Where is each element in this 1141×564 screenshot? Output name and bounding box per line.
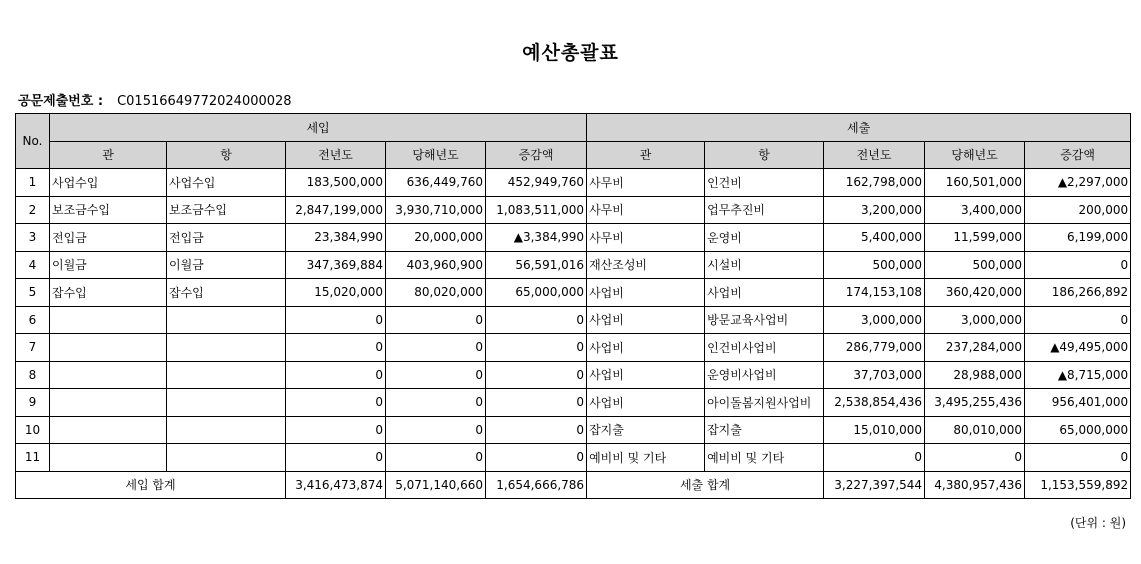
income-total-label: 세입 합계: [16, 471, 286, 499]
income-change-cell: 1,083,511,000: [486, 196, 587, 224]
income-change-cell: 452,949,760: [486, 169, 587, 197]
expense-change-cell: 0: [1025, 306, 1131, 334]
expense-prev-cell: 162,798,000: [824, 169, 925, 197]
header-row-top: [16, 114, 1131, 142]
expense-change-cell: 200,000: [1025, 196, 1131, 224]
expense-prev-cell: 500,000: [824, 251, 925, 279]
income-change-cell: 0: [486, 306, 587, 334]
income-hang-cell: 사업수입: [167, 169, 286, 197]
income-prev-cell: 0: [286, 444, 386, 472]
income-change-cell: 0: [486, 389, 587, 417]
income-change-cell: 56,591,016: [486, 251, 587, 279]
expense-gwan-cell: 재산조성비: [587, 251, 705, 279]
income-curr-cell: 0: [386, 416, 486, 444]
table-row: [16, 361, 1131, 389]
row-no: 9: [16, 389, 50, 417]
income-hang-cell: [167, 416, 286, 444]
table-row: [16, 196, 1131, 224]
expense-prev-cell: 5,400,000: [824, 224, 925, 252]
income-gwan-cell: 잡수입: [50, 279, 167, 307]
income-change-cell: 0: [486, 361, 587, 389]
expense-prev-cell: 3,000,000: [824, 306, 925, 334]
income-prev-cell: 0: [286, 416, 386, 444]
expense-hang-cell: 인건비: [705, 169, 824, 197]
income-gwan-cell: 전입금: [50, 224, 167, 252]
income-curr-cell: 403,960,900: [386, 251, 486, 279]
income-total-change: 1,654,666,786: [486, 471, 587, 499]
expense-change-cell: ▲49,495,000: [1025, 334, 1131, 362]
expense-gwan-cell: 예비비 및 기타: [587, 444, 705, 472]
expense-total-label: 세출 합계: [587, 471, 824, 499]
table-row: [16, 251, 1131, 279]
expense-curr-cell: 360,420,000: [925, 279, 1025, 307]
expense-curr-cell: 11,599,000: [925, 224, 1025, 252]
income-curr-cell: 3,930,710,000: [386, 196, 486, 224]
col-header-income: 세입: [50, 114, 587, 142]
expense-change-cell: 0: [1025, 251, 1131, 279]
income-hang-cell: [167, 389, 286, 417]
income-hang-cell: [167, 306, 286, 334]
col-header-expense-curr: 당해년도: [925, 141, 1025, 169]
expense-hang-cell: 사업비: [705, 279, 824, 307]
expense-hang-cell: 아이돌봄지원사업비: [705, 389, 824, 417]
row-no: 2: [16, 196, 50, 224]
income-gwan-cell: 이월금: [50, 251, 167, 279]
expense-change-cell: 0: [1025, 444, 1131, 472]
income-curr-cell: 0: [386, 361, 486, 389]
expense-gwan-cell: 사무비: [587, 196, 705, 224]
expense-hang-cell: 잡지출: [705, 416, 824, 444]
expense-curr-cell: 28,988,000: [925, 361, 1025, 389]
income-change-cell: 0: [486, 334, 587, 362]
income-total-curr: 5,071,140,660: [386, 471, 486, 499]
row-no: 8: [16, 361, 50, 389]
expense-hang-cell: 인건비사업비: [705, 334, 824, 362]
income-prev-cell: 15,020,000: [286, 279, 386, 307]
expense-prev-cell: 0: [824, 444, 925, 472]
unit-note: (단위 : 원): [1070, 516, 1126, 530]
expense-curr-cell: 3,495,255,436: [925, 389, 1025, 417]
table-row: [16, 334, 1131, 362]
table-row: [16, 224, 1131, 252]
income-curr-cell: 0: [386, 444, 486, 472]
table-row: [16, 306, 1131, 334]
income-curr-cell: 80,020,000: [386, 279, 486, 307]
expense-gwan-cell: 잡지출: [587, 416, 705, 444]
document-number: [18, 90, 292, 109]
income-prev-cell: 0: [286, 306, 386, 334]
col-header-income-curr: 당해년도: [386, 141, 486, 169]
expense-change-cell: ▲8,715,000: [1025, 361, 1131, 389]
expense-prev-cell: 37,703,000: [824, 361, 925, 389]
income-curr-cell: 0: [386, 334, 486, 362]
expense-hang-cell: 예비비 및 기타: [705, 444, 824, 472]
income-change-cell: 65,000,000: [486, 279, 587, 307]
row-no: 11: [16, 444, 50, 472]
expense-curr-cell: 3,000,000: [925, 306, 1025, 334]
income-gwan-cell: 보조금수입: [50, 196, 167, 224]
budget-summary-table: [15, 113, 1131, 499]
income-gwan-cell: [50, 416, 167, 444]
income-curr-cell: 0: [386, 306, 486, 334]
col-header-no: No.: [16, 114, 50, 169]
page-title: 예산총괄표: [522, 42, 619, 64]
row-no: 4: [16, 251, 50, 279]
col-header-expense-hang: 항: [705, 141, 824, 169]
income-change-cell: 0: [486, 416, 587, 444]
income-gwan-cell: [50, 361, 167, 389]
row-no: 10: [16, 416, 50, 444]
col-header-expense-prev: 전년도: [824, 141, 925, 169]
income-total-prev: 3,416,473,874: [286, 471, 386, 499]
expense-gwan-cell: 사업비: [587, 389, 705, 417]
income-prev-cell: 347,369,884: [286, 251, 386, 279]
income-prev-cell: 0: [286, 334, 386, 362]
income-change-cell: 0: [486, 444, 587, 472]
expense-total-prev: 3,227,397,544: [824, 471, 925, 499]
totals-row: [16, 471, 1131, 499]
income-curr-cell: 636,449,760: [386, 169, 486, 197]
expense-change-cell: 65,000,000: [1025, 416, 1131, 444]
table-row: [16, 444, 1131, 472]
expense-prev-cell: 15,010,000: [824, 416, 925, 444]
row-no: 6: [16, 306, 50, 334]
income-hang-cell: 보조금수입: [167, 196, 286, 224]
col-header-income-prev: 전년도: [286, 141, 386, 169]
income-prev-cell: 0: [286, 389, 386, 417]
row-no: 3: [16, 224, 50, 252]
expense-curr-cell: 160,501,000: [925, 169, 1025, 197]
expense-hang-cell: 방문교육사업비: [705, 306, 824, 334]
income-gwan-cell: [50, 444, 167, 472]
income-gwan-cell: 사업수입: [50, 169, 167, 197]
income-hang-cell: 이월금: [167, 251, 286, 279]
expense-gwan-cell: 사업비: [587, 306, 705, 334]
row-no: 1: [16, 169, 50, 197]
expense-prev-cell: 286,779,000: [824, 334, 925, 362]
income-prev-cell: 0: [286, 361, 386, 389]
expense-change-cell: 6,199,000: [1025, 224, 1131, 252]
income-prev-cell: 2,847,199,000: [286, 196, 386, 224]
header-row-sub: [16, 141, 1131, 169]
expense-curr-cell: 3,400,000: [925, 196, 1025, 224]
table-row: [16, 169, 1131, 197]
document-number-value: C01516649772024000028: [117, 94, 292, 109]
table-row: [16, 416, 1131, 444]
income-change-cell: ▲3,384,990: [486, 224, 587, 252]
income-hang-cell: [167, 361, 286, 389]
expense-gwan-cell: 사무비: [587, 169, 705, 197]
expense-change-cell: 186,266,892: [1025, 279, 1131, 307]
expense-curr-cell: 0: [925, 444, 1025, 472]
income-hang-cell: [167, 334, 286, 362]
expense-prev-cell: 174,153,108: [824, 279, 925, 307]
row-no: 7: [16, 334, 50, 362]
col-header-expense-change: 증감액: [1025, 141, 1131, 169]
expense-change-cell: 956,401,000: [1025, 389, 1131, 417]
expense-gwan-cell: 사업비: [587, 361, 705, 389]
income-curr-cell: 20,000,000: [386, 224, 486, 252]
expense-hang-cell: 시설비: [705, 251, 824, 279]
expense-total-curr: 4,380,957,436: [925, 471, 1025, 499]
expense-hang-cell: 운영비사업비: [705, 361, 824, 389]
table-body: [16, 169, 1131, 472]
income-prev-cell: 23,384,990: [286, 224, 386, 252]
income-curr-cell: 0: [386, 389, 486, 417]
expense-total-change: 1,153,559,892: [1025, 471, 1131, 499]
col-header-expense-gwan: 관: [587, 141, 705, 169]
income-gwan-cell: [50, 306, 167, 334]
col-header-income-gwan: 관: [50, 141, 167, 169]
expense-gwan-cell: 사업비: [587, 334, 705, 362]
expense-hang-cell: 업무추진비: [705, 196, 824, 224]
income-hang-cell: 전입금: [167, 224, 286, 252]
expense-prev-cell: 3,200,000: [824, 196, 925, 224]
table-row: [16, 389, 1131, 417]
table-row: [16, 279, 1131, 307]
expense-curr-cell: 80,010,000: [925, 416, 1025, 444]
expense-gwan-cell: 사업비: [587, 279, 705, 307]
expense-change-cell: ▲2,297,000: [1025, 169, 1131, 197]
document-number-label: 공문제출번호 :: [18, 94, 104, 109]
income-hang-cell: [167, 444, 286, 472]
income-gwan-cell: [50, 334, 167, 362]
expense-prev-cell: 2,538,854,436: [824, 389, 925, 417]
row-no: 5: [16, 279, 50, 307]
income-gwan-cell: [50, 389, 167, 417]
col-header-income-change: 증감액: [486, 141, 587, 169]
col-header-income-hang: 항: [167, 141, 286, 169]
expense-curr-cell: 237,284,000: [925, 334, 1025, 362]
expense-gwan-cell: 사무비: [587, 224, 705, 252]
col-header-expense: 세출: [587, 114, 1131, 142]
expense-hang-cell: 운영비: [705, 224, 824, 252]
income-hang-cell: 잡수입: [167, 279, 286, 307]
income-prev-cell: 183,500,000: [286, 169, 386, 197]
expense-curr-cell: 500,000: [925, 251, 1025, 279]
